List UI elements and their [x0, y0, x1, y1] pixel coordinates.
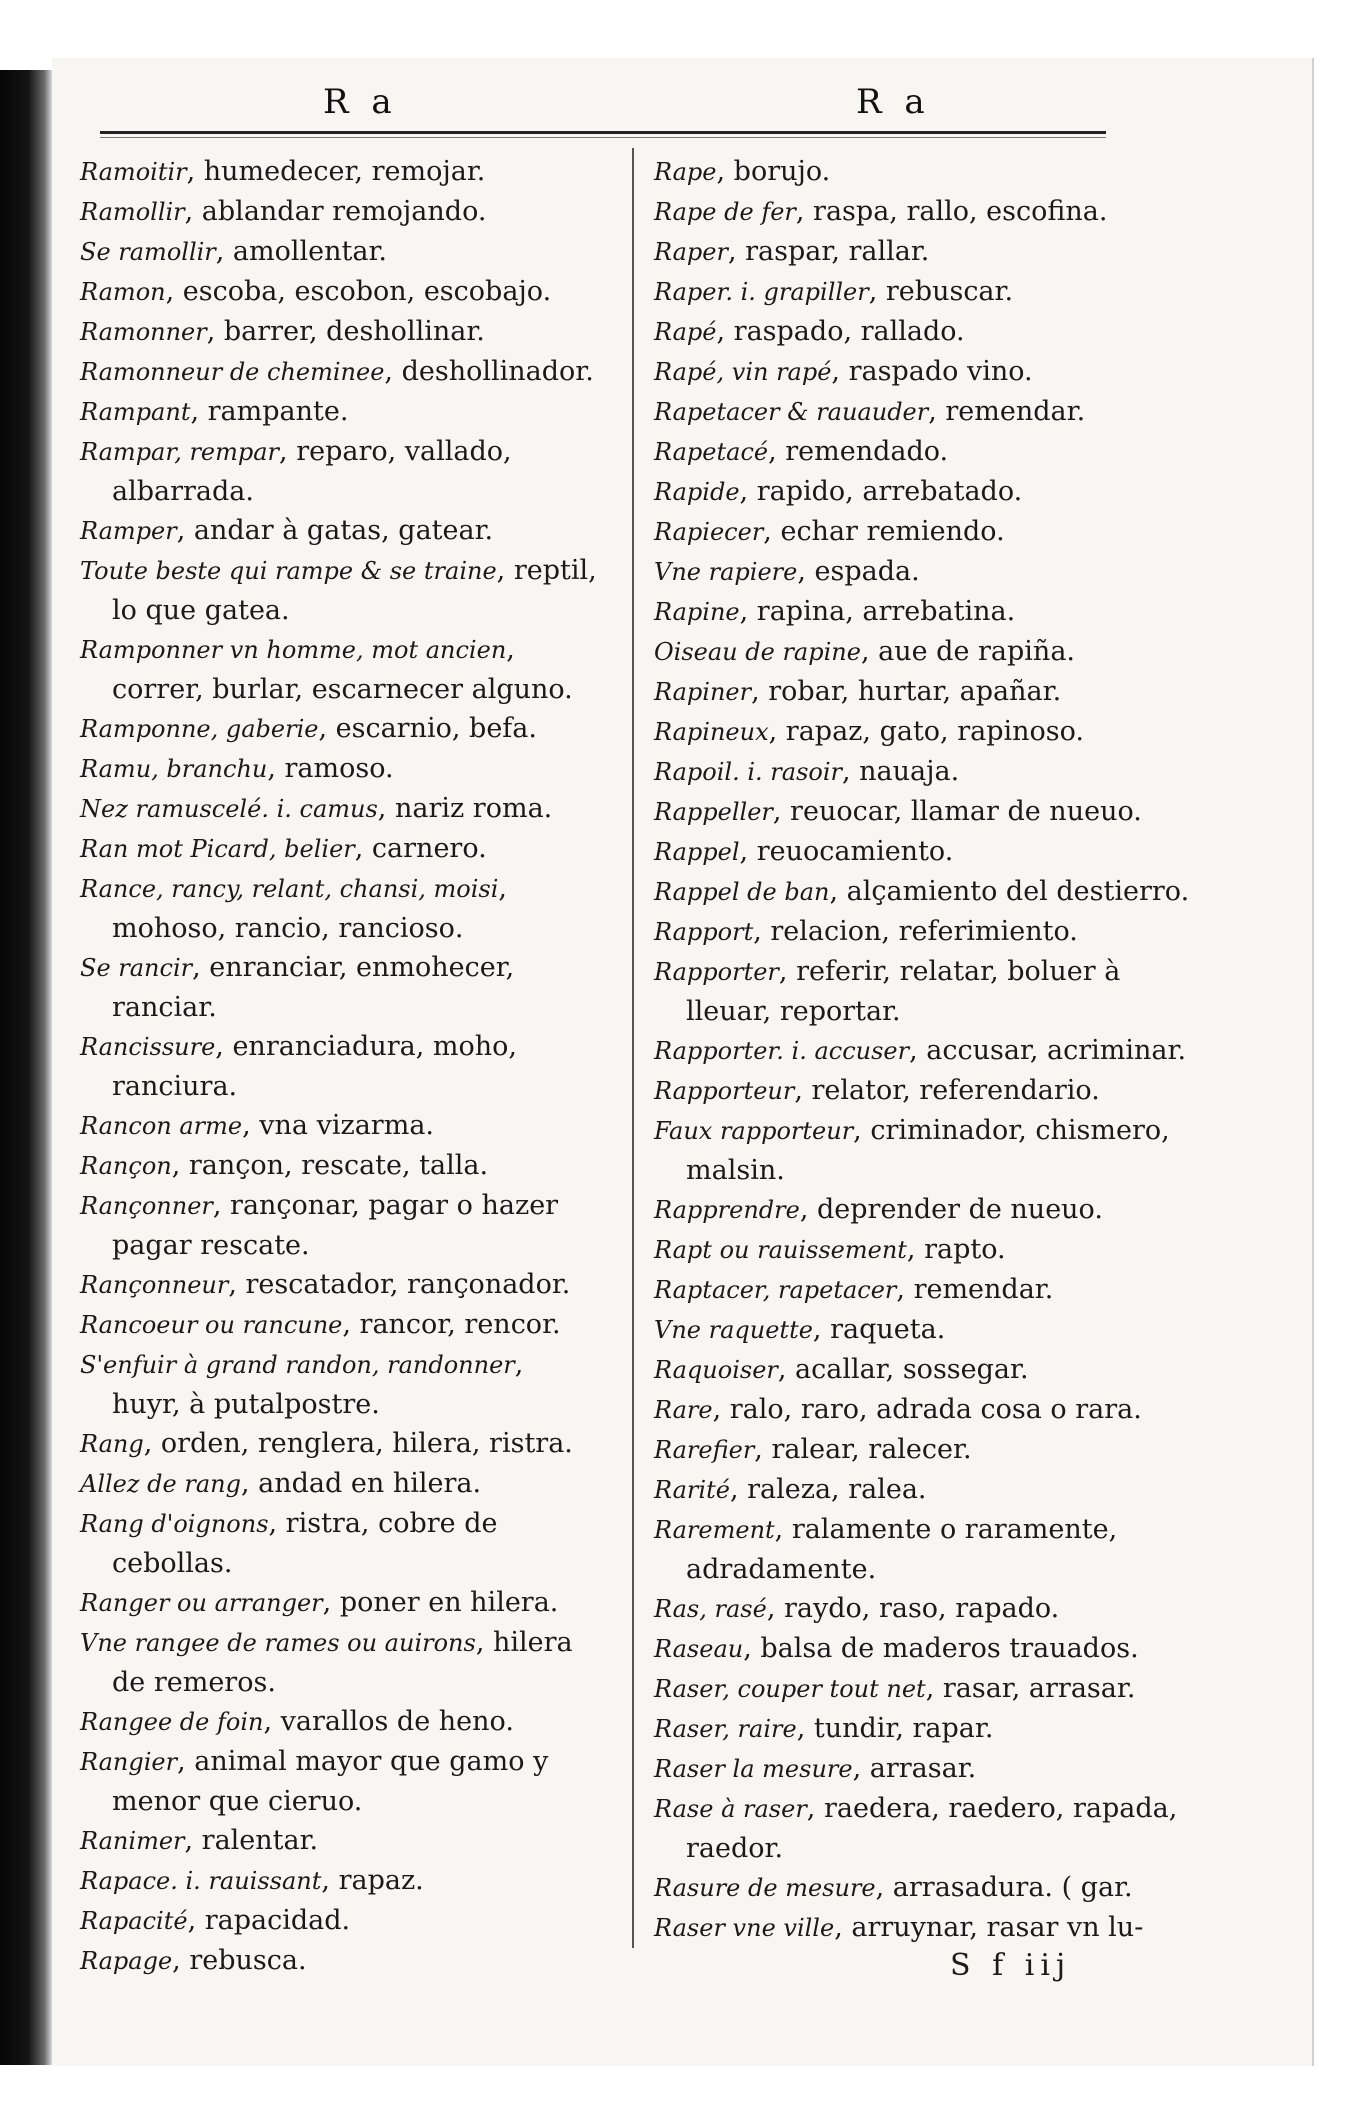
entry-headword: Rapé	[654, 318, 717, 346]
dictionary-entry	[80, 1623, 600, 1702]
entry-definition: , deprender de nueuo.	[799, 1194, 1103, 1225]
entry-definition: , ralentar.	[184, 1825, 319, 1856]
header-rule	[100, 131, 1106, 134]
entry-definition: , relacion, referimiento.	[753, 916, 1078, 947]
dictionary-entry	[654, 1390, 1194, 1430]
entry-definition: , espada.	[797, 556, 920, 587]
entry-headword: Rappeller	[654, 798, 773, 826]
entry-headword: S'enfuir à grand randon, randonner	[80, 1351, 515, 1379]
dictionary-entry	[80, 1941, 600, 1981]
dictionary-entry	[654, 1629, 1194, 1669]
dictionary-entry	[654, 432, 1194, 472]
dictionary-entry	[654, 1031, 1194, 1071]
dictionary-entry	[80, 392, 600, 432]
entry-headword: Oiseau de rapine	[654, 638, 861, 666]
entry-definition: , remendado.	[768, 436, 949, 467]
dictionary-entry	[80, 312, 600, 352]
dictionary-entry	[654, 552, 1194, 592]
entry-headword: Raseau	[654, 1635, 744, 1663]
entry-definition: , arrasadura. ( gar.	[875, 1872, 1133, 1903]
entry-definition: , varallos de heno.	[263, 1706, 514, 1737]
dictionary-entry	[80, 630, 600, 709]
entry-definition: , arrasar.	[852, 1753, 977, 1784]
entry-definition: , ralo, raro, adrada cosa o rara.	[712, 1394, 1142, 1425]
dictionary-entry	[654, 1230, 1194, 1270]
entry-headword: Ranger ou arranger	[80, 1589, 323, 1617]
entry-headword: Ran mot Picard, belier	[80, 835, 355, 863]
dictionary-entry	[80, 272, 600, 312]
entry-headword: Ramollir	[80, 198, 185, 226]
entry-definition: , escoba, escobon, escobajo.	[165, 276, 552, 307]
dictionary-entry	[80, 1106, 600, 1146]
entry-definition: , deshollinador.	[384, 356, 594, 387]
dictionary-entry	[80, 749, 600, 789]
entry-definition: , raqueta.	[812, 1314, 946, 1345]
dictionary-entry	[80, 152, 600, 192]
left-column	[80, 152, 600, 1981]
entry-headword: Rapacité	[80, 1907, 188, 1935]
dictionary-entry	[654, 1190, 1194, 1230]
entry-headword: Raptacer, rapetacer	[654, 1276, 897, 1304]
entry-headword: Ramu, branchu	[80, 755, 268, 783]
entry-definition: , raleza, ralea.	[729, 1474, 927, 1505]
entry-definition: , orden, renglera, hilera, ristra.	[143, 1428, 573, 1459]
dictionary-entry	[80, 1265, 600, 1305]
entry-headword: Ramon	[80, 278, 166, 306]
dictionary-entry	[654, 152, 1194, 192]
dictionary-entry	[654, 752, 1194, 792]
entry-definition: , rescatador, rançonador.	[228, 1269, 571, 1300]
entry-headword: Rancissure	[80, 1033, 216, 1061]
book-gutter-shadow	[0, 70, 52, 2065]
entry-headword: Raper. i. grapiller	[654, 278, 869, 306]
entry-definition: , echar remiendo.	[763, 516, 1005, 547]
dictionary-entry	[80, 352, 600, 392]
entry-definition: , nariz roma.	[377, 793, 553, 824]
entry-definition: , rapto.	[906, 1234, 1006, 1265]
entry-definition: , raspa, rallo, escofina.	[795, 196, 1108, 227]
entry-definition: , vna vizarma.	[242, 1110, 434, 1141]
entry-definition: , rapacidad.	[187, 1905, 351, 1936]
entry-definition: , rebuscar.	[868, 276, 1014, 307]
entry-headword: Raser vne ville	[654, 1914, 835, 1942]
entry-headword: Rare	[654, 1396, 713, 1424]
entry-headword: Rapetacer & rauauder	[654, 398, 929, 426]
dictionary-entry	[80, 1901, 600, 1941]
dictionary-entry	[654, 512, 1194, 552]
entry-definition: , ralear, ralecer.	[754, 1434, 972, 1465]
dictionary-entry	[654, 792, 1194, 832]
entry-definition: , rapaz.	[321, 1865, 424, 1896]
signature-mark: S f iij	[950, 1948, 1072, 1983]
entry-definition: , reuocar, llamar de nueuo.	[772, 796, 1142, 827]
entry-definition: , relator, referendario.	[794, 1075, 1100, 1106]
dictionary-entry	[654, 312, 1194, 352]
entry-headword: Rapt ou rauissement	[654, 1236, 907, 1264]
dictionary-entry	[654, 1430, 1194, 1470]
entry-headword: Rangee de foin	[80, 1708, 264, 1736]
entry-definition: , humedecer, remojar.	[186, 156, 486, 187]
dictionary-entry	[654, 1111, 1194, 1190]
dictionary-entry	[654, 912, 1194, 952]
entry-headword: Rapporter. i. accuser	[654, 1037, 910, 1065]
entry-definition: , mohoso, rancio, ranciosо.	[112, 873, 507, 944]
entry-headword: Ramponner vn homme, mot ancien	[80, 636, 507, 664]
entry-headword: Rançonner	[80, 1192, 213, 1220]
entry-definition: , reuocamiento.	[739, 836, 954, 867]
entry-headword: Ramonneur de cheminee	[80, 358, 385, 386]
dictionary-entry	[654, 272, 1194, 312]
entry-definition: , hilera de remeros.	[112, 1627, 573, 1698]
entry-headword: Rançonneur	[80, 1271, 229, 1299]
entry-headword: Se rancir	[80, 954, 193, 982]
entry-headword: Rangier	[80, 1748, 178, 1776]
dictionary-entry	[80, 1027, 600, 1106]
dictionary-entry	[654, 712, 1194, 752]
entry-headword: Raquoiser	[654, 1356, 778, 1384]
entry-definition: , rancor, rencor.	[342, 1309, 561, 1340]
entry-definition: , acallar, sossegar.	[777, 1354, 1029, 1385]
entry-definition: , balsa de maderos trauados.	[743, 1633, 1139, 1664]
entry-definition: , escarnio, befa.	[318, 713, 537, 744]
entry-headword: Rapporteur	[654, 1077, 795, 1105]
entry-headword: Ras, rasé	[654, 1595, 767, 1623]
entry-headword: Rampar, rempar	[80, 438, 280, 466]
dictionary-entry	[654, 392, 1194, 432]
entry-headword: Rape de fer	[654, 198, 796, 226]
entry-definition: , remendar.	[896, 1274, 1054, 1305]
entry-definition: , ralamente o raramente, adradamente.	[686, 1514, 1118, 1585]
entry-definition: , correr, burlar, escarnecer alguno.	[112, 634, 573, 705]
running-head-left: R a	[323, 82, 398, 122]
entry-headword: Raser, couper tout net	[654, 1675, 926, 1703]
dictionary-entry	[654, 592, 1194, 632]
dictionary-entry	[654, 232, 1194, 272]
dictionary-entry	[654, 192, 1194, 232]
entry-definition: , raspado vino.	[831, 356, 1033, 387]
dictionary-entry	[80, 1821, 600, 1861]
entry-headword: Rancon arme	[80, 1112, 243, 1140]
entry-definition: , raydo, raso, rapado.	[766, 1593, 1060, 1624]
entry-definition: , reptil, lo que gatea.	[112, 555, 597, 626]
entry-definition: , tundir, rapar.	[796, 1713, 994, 1744]
entry-headword: Vne rangee de rames ou auirons	[80, 1629, 476, 1657]
dictionary-entry	[80, 232, 600, 272]
entry-definition: , accusar, acriminar.	[909, 1035, 1187, 1066]
entry-headword: Ramponne, gaberie	[80, 715, 319, 743]
entry-definition: , raspar, rallar.	[727, 236, 930, 267]
dictionary-entry	[80, 948, 600, 1027]
entry-definition: , enranciar, enmohecer, ranciar.	[112, 952, 515, 1023]
entry-definition: , animal mayor que gamo y menor que cieruo.	[112, 1746, 549, 1817]
entry-definition: , carnero.	[354, 833, 487, 864]
entry-definition: , nauaja.	[841, 756, 960, 787]
entry-definition: , rançonar, pagar o hazer pagar rescate.	[112, 1190, 559, 1261]
entry-definition: , barrer, deshollinar.	[206, 316, 485, 347]
dictionary-entry	[80, 1504, 600, 1583]
dictionary-entry	[654, 1589, 1194, 1629]
entry-headword: Rapetacé	[654, 438, 769, 466]
entry-headword: Vne rapiere	[654, 558, 798, 586]
entry-definition: , rasar, arrasar.	[925, 1673, 1136, 1704]
dictionary-entry	[80, 869, 600, 948]
entry-headword: Ramper	[80, 517, 177, 545]
dictionary-entry	[80, 709, 600, 749]
entry-headword: Rape	[654, 158, 717, 186]
entry-definition: , aue de rapiña.	[860, 636, 1076, 667]
dictionary-entry	[654, 632, 1194, 672]
dictionary-entry	[654, 1789, 1194, 1868]
header-rule-thin	[100, 137, 1106, 138]
entry-headword: Rasure de mesure	[654, 1874, 876, 1902]
entry-headword: Rang	[80, 1430, 144, 1458]
dictionary-entry	[80, 1702, 600, 1742]
dictionary-entry	[80, 829, 600, 869]
entry-headword: Rapiner	[654, 678, 752, 706]
entry-headword: Rang d'oignons	[80, 1510, 269, 1538]
entry-headword: Rarement	[654, 1516, 775, 1544]
dictionary-entry	[654, 1868, 1194, 1908]
entry-headword: Toute beste qui rampe & se traine	[80, 557, 497, 585]
running-head-right: R a	[856, 82, 931, 122]
entry-headword: Rapineux	[654, 718, 769, 746]
entry-definition: , rapido, arrebatado.	[739, 476, 1023, 507]
entry-definition: , andar à gatas, gatear.	[176, 515, 494, 546]
entry-headword: Ramoitir	[80, 158, 187, 186]
dictionary-entry	[80, 1305, 600, 1345]
entry-definition: , borujo.	[716, 156, 831, 187]
dictionary-entry	[80, 432, 600, 511]
dictionary-entry	[80, 1464, 600, 1504]
entry-headword: Ranimer	[80, 1827, 185, 1855]
dictionary-entry	[654, 1470, 1194, 1510]
dictionary-entry	[654, 1709, 1194, 1749]
entry-headword: Se ramollir	[80, 238, 216, 266]
entry-definition: , raspado, rallado.	[716, 316, 965, 347]
entry-definition: , andad en hilera.	[240, 1468, 482, 1499]
entry-definition: , ristra, cobre de cebollas.	[112, 1508, 498, 1579]
entry-headword: Rapace. i. rauissant	[80, 1867, 322, 1895]
dictionary-entry	[654, 832, 1194, 872]
entry-definition: , criminador, chismero, malsin.	[686, 1115, 1170, 1186]
entry-headword: Rance, rancy, relant, chansi, moisi	[80, 875, 499, 903]
entry-definition: , arruynar, rasar vn lu-	[834, 1912, 1144, 1943]
entry-headword: Rapprendre	[654, 1196, 800, 1224]
entry-headword: Rappel	[654, 838, 740, 866]
entry-definition: , rapaz, gato, rapinoso.	[768, 716, 1085, 747]
dictionary-entry	[80, 789, 600, 829]
dictionary-entry	[80, 551, 600, 630]
entry-definition: , ramoso.	[267, 753, 394, 784]
dictionary-entry	[654, 872, 1194, 912]
dictionary-entry	[80, 192, 600, 232]
dictionary-entry	[80, 1424, 600, 1464]
entry-definition: , reparo, vallado, albarrada.	[112, 436, 512, 507]
entry-definition: , robar, hurtar, apañar.	[751, 676, 1062, 707]
dictionary-entry	[654, 1071, 1194, 1111]
dictionary-entry	[80, 1146, 600, 1186]
column-divider	[632, 148, 634, 1948]
entry-definition: , rebusca.	[172, 1945, 307, 1976]
entry-headword: Allez de rang	[80, 1470, 241, 1498]
entry-definition: , amollentar.	[215, 236, 387, 267]
entry-definition: , remendar.	[928, 396, 1086, 427]
dictionary-entry	[654, 1749, 1194, 1789]
entry-headword: Rapine	[654, 598, 740, 626]
entry-headword: Ramonner	[80, 318, 207, 346]
dictionary-entry	[654, 1350, 1194, 1390]
entry-headword: Rapage	[80, 1947, 173, 1975]
entry-headword: Raper	[654, 238, 728, 266]
entry-definition: , referir, relatar, boluer à lleuar, reportar.	[686, 956, 1121, 1027]
entry-headword: Vne raquette	[654, 1316, 813, 1344]
entry-headword: Raser, raire	[654, 1715, 797, 1743]
entry-definition: , rapina, arrebatina.	[739, 596, 1016, 627]
entry-headword: Rapiecer	[654, 518, 764, 546]
dictionary-entry	[654, 352, 1194, 392]
entry-headword: Rancoeur ou rancune	[80, 1311, 343, 1339]
entry-headword: Nez ramuscelé. i. camus	[80, 795, 378, 823]
dictionary-entry	[654, 472, 1194, 512]
entry-headword: Rapoil. i. rasoir	[654, 758, 842, 786]
dictionary-entry	[654, 1908, 1194, 1948]
dictionary-entry	[654, 1510, 1194, 1589]
entry-headword: Rapé, vin rapé	[654, 358, 832, 386]
entry-headword: Rançon	[80, 1152, 172, 1180]
entry-headword: Rapide	[654, 478, 740, 506]
dictionary-entry	[654, 672, 1194, 712]
entry-headword: Rappel de ban	[654, 878, 830, 906]
entry-definition: , poner en hilera.	[322, 1587, 559, 1618]
dictionary-entry	[654, 1669, 1194, 1709]
entry-headword: Faux rapporteur	[654, 1117, 854, 1145]
entry-definition: , raedera, raedero, rapada, raedor.	[686, 1793, 1178, 1864]
entry-headword: Rase à raser	[654, 1795, 807, 1823]
entry-headword: Rapport	[654, 918, 754, 946]
entry-definition: , rançon, rescate, talla.	[171, 1150, 489, 1181]
dictionary-entry	[654, 1270, 1194, 1310]
entry-definition: , huyr, à putalpostre.	[112, 1349, 524, 1420]
dictionary-entry	[80, 1186, 600, 1265]
dictionary-entry	[80, 1861, 600, 1901]
dictionary-entry	[80, 511, 600, 551]
dictionary-entry	[80, 1583, 600, 1623]
entry-headword: Raser la mesure	[654, 1755, 853, 1783]
entry-headword: Rarité	[654, 1476, 730, 1504]
entry-headword: Rampant	[80, 398, 191, 426]
dictionary-entry	[80, 1345, 600, 1424]
entry-definition: , rampante.	[190, 396, 349, 427]
dictionary-entry	[80, 1742, 600, 1821]
entry-definition: , alçamiento del destierro.	[829, 876, 1190, 907]
right-column	[654, 152, 1194, 1948]
entry-headword: Rapporter	[654, 958, 779, 986]
entry-definition: , enranciadura, moho, ranciura.	[112, 1031, 517, 1102]
dictionary-entry	[654, 952, 1194, 1031]
entry-headword: Rarefier	[654, 1436, 755, 1464]
entry-definition: , ablandar remojando.	[184, 196, 487, 227]
dictionary-entry	[654, 1310, 1194, 1350]
